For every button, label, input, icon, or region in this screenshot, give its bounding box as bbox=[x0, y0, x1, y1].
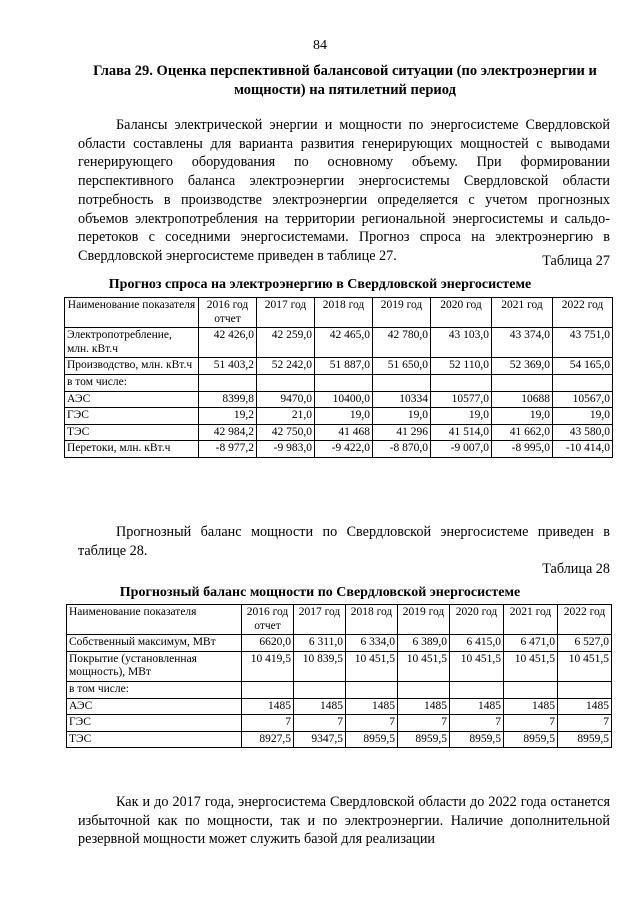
table-cell: 1485 bbox=[294, 698, 346, 715]
table-cell: -8 995,0 bbox=[492, 441, 553, 458]
table-row bbox=[67, 715, 612, 732]
header-cell: Наименование показателя bbox=[67, 605, 242, 635]
table-cell: 1485 bbox=[450, 698, 504, 715]
table-cell: 8927,5 bbox=[242, 731, 294, 748]
table-cell: -8 977,2 bbox=[199, 441, 257, 458]
row-label: ТЭС bbox=[67, 731, 242, 748]
table-row bbox=[65, 358, 613, 375]
table-cell: 43 374,0 bbox=[492, 328, 553, 358]
table-cell: 52 110,0 bbox=[431, 358, 492, 375]
header-cell: 2022 год bbox=[558, 605, 612, 635]
paragraph-intro: Балансы электрической энергии и мощности по энергосистеме Свердловской области составлены для варианта развития генерирующих мощностей с выводами генерирующего оборудования по основному объему. При формировании перспективного баланса электроэнергии энергосистемы Свердловской области потребность в производстве электроэнергии определяется с учетом прогнозных объемов электропотребления на территории региональной энергосистемы и сальдо-перетоков с соседними энергосистемами. Прогноз спроса на электроэнергию в Свердловской энергосистеме приведен в таблице 27. bbox=[78, 117, 610, 264]
table-row bbox=[67, 635, 612, 652]
header-cell: 2016 год отчет bbox=[199, 298, 257, 328]
table-cell bbox=[373, 374, 431, 391]
paragraph-conclusion: Как и до 2017 года, энергосистема Свердловской области до 2022 года останется избыточной как по мощности, так и по электроэнергии. Наличие дополнительной резервной мощности может служить базой для реализации bbox=[78, 794, 610, 848]
table-cell: 43 580,0 bbox=[553, 424, 613, 441]
table-cell: 19,0 bbox=[553, 408, 613, 425]
table-cell: 8959,5 bbox=[558, 731, 612, 748]
table-row bbox=[65, 391, 613, 408]
table-cell: 10 451,5 bbox=[504, 651, 558, 681]
row-label: Покрытие (установленная мощность), МВт bbox=[67, 651, 242, 681]
table-cell: 43 751,0 bbox=[553, 328, 613, 358]
table-cell: 42 426,0 bbox=[199, 328, 257, 358]
table-cell: 10 451,5 bbox=[450, 651, 504, 681]
table-cell: 19,0 bbox=[315, 408, 373, 425]
table-row bbox=[65, 424, 613, 441]
table-row bbox=[65, 441, 613, 458]
table-cell: 10 451,5 bbox=[398, 651, 450, 681]
header-cell: 2017 год bbox=[294, 605, 346, 635]
table-row bbox=[67, 698, 612, 715]
table-cell bbox=[346, 681, 398, 698]
table-cell: 1485 bbox=[504, 698, 558, 715]
table-cell: -9 983,0 bbox=[257, 441, 315, 458]
table-cell bbox=[199, 374, 257, 391]
table-cell: 1485 bbox=[558, 698, 612, 715]
table-cell: 7 bbox=[346, 715, 398, 732]
table27-demand-forecast bbox=[64, 297, 613, 458]
table-cell: 1485 bbox=[242, 698, 294, 715]
table-cell: 6 389,0 bbox=[398, 635, 450, 652]
table-cell: 8959,5 bbox=[504, 731, 558, 748]
table-cell: 8959,5 bbox=[346, 731, 398, 748]
table-cell: 10 419,5 bbox=[242, 651, 294, 681]
table-cell: 10 451,5 bbox=[346, 651, 398, 681]
table-cell bbox=[450, 681, 504, 698]
table-cell: 9470,0 bbox=[257, 391, 315, 408]
table-cell bbox=[294, 681, 346, 698]
table-cell: 7 bbox=[398, 715, 450, 732]
row-label: ГЭС bbox=[65, 408, 199, 425]
row-label: в том числе: bbox=[65, 374, 199, 391]
table-cell: 42 750,0 bbox=[257, 424, 315, 441]
table27-label: Таблица 27 bbox=[542, 253, 610, 269]
header-cell: 2018 год bbox=[315, 298, 373, 328]
table28-power-balance bbox=[66, 604, 612, 748]
table-cell: 7 bbox=[558, 715, 612, 732]
table-cell: 10577,0 bbox=[431, 391, 492, 408]
chapter-title: Глава 29. Оценка перспективной балансовой ситуации (по электроэнергии и мощности) на пятилетний период bbox=[93, 63, 597, 98]
table-cell: 19,0 bbox=[373, 408, 431, 425]
table-cell: 42 259,0 bbox=[257, 328, 315, 358]
row-label: Перетоки, млн. кВт.ч bbox=[65, 441, 199, 458]
table-cell: 51 403,2 bbox=[199, 358, 257, 375]
header-cell: 2020 год bbox=[431, 298, 492, 328]
table-cell bbox=[431, 374, 492, 391]
table-cell: -9 422,0 bbox=[315, 441, 373, 458]
row-label: АЭС bbox=[65, 391, 199, 408]
table-cell: -8 870,0 bbox=[373, 441, 431, 458]
page-number: 84 bbox=[313, 38, 327, 53]
row-label: ТЭС bbox=[65, 424, 199, 441]
table-cell: 21,0 bbox=[257, 408, 315, 425]
table-row bbox=[67, 681, 612, 698]
table-cell: 1485 bbox=[346, 698, 398, 715]
table-cell: 43 103,0 bbox=[431, 328, 492, 358]
header-cell: 2016 год отчет bbox=[242, 605, 294, 635]
table-cell bbox=[257, 374, 315, 391]
table-cell: 10567,0 bbox=[553, 391, 613, 408]
table-cell: 1485 bbox=[398, 698, 450, 715]
table-row bbox=[65, 374, 613, 391]
row-label: Производство, млн. кВт.ч bbox=[65, 358, 199, 375]
table-cell: -9 007,0 bbox=[431, 441, 492, 458]
table-cell: 42 465,0 bbox=[315, 328, 373, 358]
table-row bbox=[65, 328, 613, 358]
table-cell: 8959,5 bbox=[398, 731, 450, 748]
header-cell: Наименование показателя bbox=[65, 298, 199, 328]
row-label: Электропотребление, млн. кВт.ч bbox=[65, 328, 199, 358]
table-cell: 9347,5 bbox=[294, 731, 346, 748]
table-row bbox=[67, 731, 612, 748]
table-cell: 42 780,0 bbox=[373, 328, 431, 358]
row-label: ГЭС bbox=[67, 715, 242, 732]
table-cell: 10 451,5 bbox=[558, 651, 612, 681]
table-cell: 19,0 bbox=[492, 408, 553, 425]
header-cell: 2022 год bbox=[553, 298, 613, 328]
header-cell: 2019 год bbox=[373, 298, 431, 328]
table-cell: 6 527,0 bbox=[558, 635, 612, 652]
table-header-row bbox=[65, 298, 613, 328]
header-cell: 2020 год bbox=[450, 605, 504, 635]
table-cell: 10688 bbox=[492, 391, 553, 408]
table28-title: Прогнозный баланс мощности по Свердловской энергосистеме bbox=[119, 585, 521, 600]
table-cell: 7 bbox=[242, 715, 294, 732]
header-cell: 2019 год bbox=[398, 605, 450, 635]
table-cell: 19,2 bbox=[199, 408, 257, 425]
table-header-row bbox=[67, 605, 612, 635]
table-cell bbox=[504, 681, 558, 698]
table-cell: 54 165,0 bbox=[553, 358, 613, 375]
table-cell: 10334 bbox=[373, 391, 431, 408]
header-cell: 2021 год bbox=[492, 298, 553, 328]
table-cell bbox=[398, 681, 450, 698]
table-row bbox=[67, 651, 612, 681]
table-cell: 6 471,0 bbox=[504, 635, 558, 652]
table-cell: 41 662,0 bbox=[492, 424, 553, 441]
header-cell: 2018 год bbox=[346, 605, 398, 635]
header-cell: 2021 год bbox=[504, 605, 558, 635]
table-cell: 51 887,0 bbox=[315, 358, 373, 375]
table-cell: 7 bbox=[294, 715, 346, 732]
table-cell bbox=[492, 374, 553, 391]
table-cell: 41 514,0 bbox=[431, 424, 492, 441]
table-cell: 6620,0 bbox=[242, 635, 294, 652]
row-label: АЭС bbox=[67, 698, 242, 715]
row-label: в том числе: bbox=[67, 681, 242, 698]
table-cell bbox=[553, 374, 613, 391]
table-cell bbox=[558, 681, 612, 698]
table-cell: 7 bbox=[450, 715, 504, 732]
table-cell: 10 839,5 bbox=[294, 651, 346, 681]
table-cell: 7 bbox=[504, 715, 558, 732]
table-cell: 52 242,0 bbox=[257, 358, 315, 375]
table28-label: Таблица 28 bbox=[542, 561, 610, 577]
table27-title: Прогноз спроса на электроэнергию в Свердловской энергосистеме bbox=[108, 277, 532, 292]
table-cell bbox=[242, 681, 294, 698]
table-cell: 8959,5 bbox=[450, 731, 504, 748]
table-cell bbox=[315, 374, 373, 391]
table-row bbox=[65, 408, 613, 425]
table-cell: 41 468 bbox=[315, 424, 373, 441]
table-cell: 10400,0 bbox=[315, 391, 373, 408]
table-cell: 6 311,0 bbox=[294, 635, 346, 652]
table-cell: 42 984,2 bbox=[199, 424, 257, 441]
table-cell: 52 369,0 bbox=[492, 358, 553, 375]
row-label: Собственный максимум, МВт bbox=[67, 635, 242, 652]
header-cell: 2017 год bbox=[257, 298, 315, 328]
table-cell: 19,0 bbox=[431, 408, 492, 425]
table-cell: 8399,8 bbox=[199, 391, 257, 408]
table-cell: 6 415,0 bbox=[450, 635, 504, 652]
table-cell: 6 334,0 bbox=[346, 635, 398, 652]
table-cell: 51 650,0 bbox=[373, 358, 431, 375]
table-cell: 41 296 bbox=[373, 424, 431, 441]
table-cell: -10 414,0 bbox=[553, 441, 613, 458]
paragraph-balance: Прогнозный баланс мощности по Свердловской энергосистеме приведен в таблице 28. bbox=[78, 524, 610, 559]
